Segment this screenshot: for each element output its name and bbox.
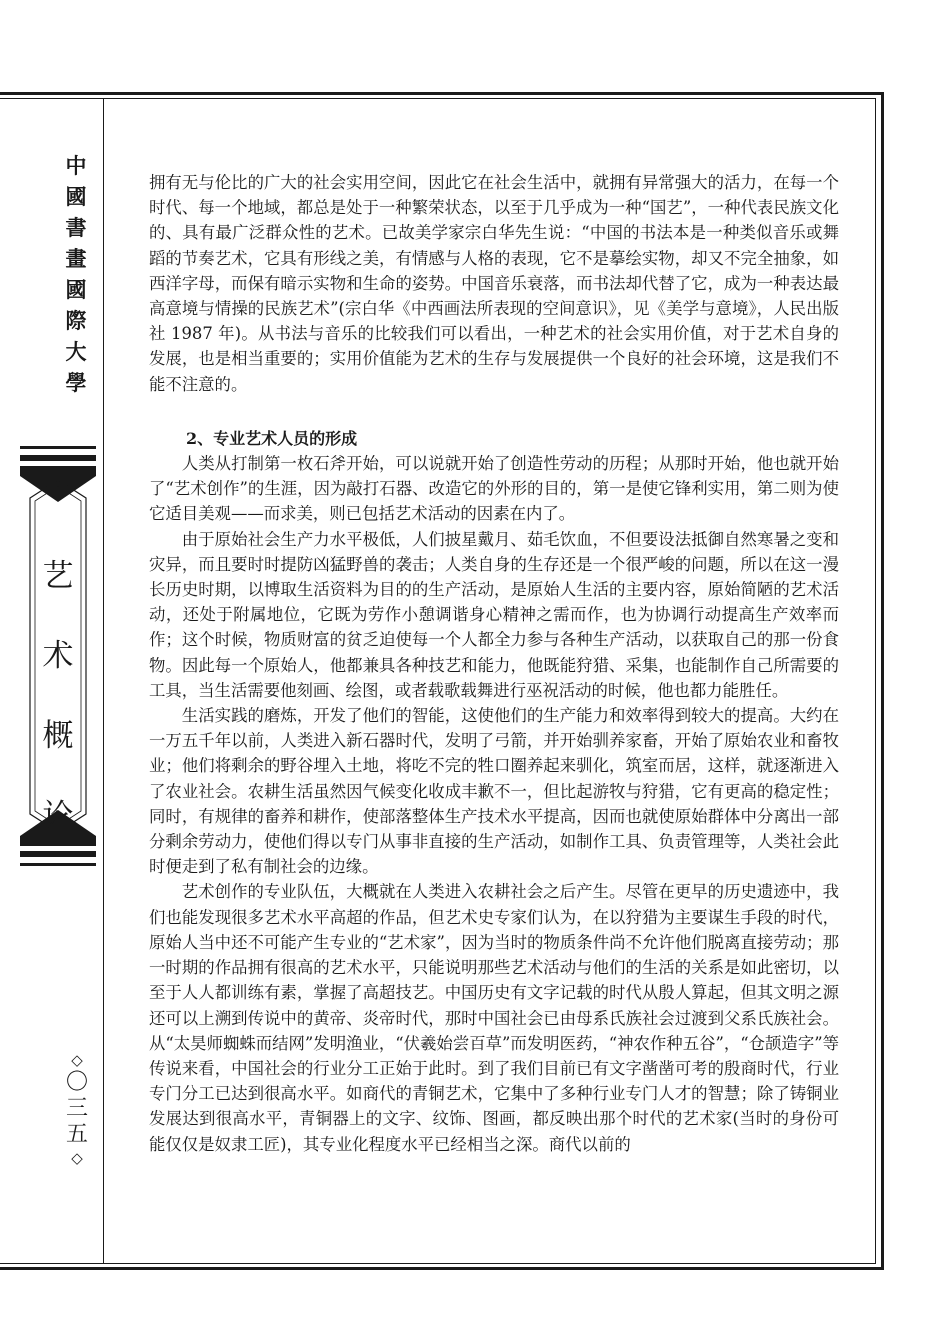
book-title-char: 术 bbox=[42, 638, 74, 674]
paragraph: 艺术创作的专业队伍，大概就在人类进入农耕社会之后产生。尽管在更早的历史遗迹中，我们也能发现很多艺术水平高超的作品，但艺术史专家们认为，在以狩猎为主要谋生手段的时代，原始人当中还不可能产生专业的“艺术家”，因为当时的物质条件尚不允许他们脱离直接劳动；那一时期的作品拥有很高的艺术水平，只能说明那些艺术活动与他们的生活的关系是如此密切，以至于人人都训练有素，掌握了高超技艺。中国历史有文字记载的时代从殷人算起，但其文明之源还可以上溯到传说中的黄帝、炎帝时代，那时中国社会已由母系氏族社会过渡到父系氏族社会。从“太昊师蜘蛛而结网”发明渔业，“伏羲始尝百草”而发明医药，“神农作种五谷”，“仓颉造字”等传说来看，中国社会的行业分工正始于此时。到了我们目前已有文字凿凿可考的殷商时代，行业专门分工已达到很高水平。如商代的青铜艺术，它集中了多种行业专门人才的智慧；除了铸铜业发展达到很高水平，青铜器上的文字、纹饰、图画，都反映出那个时代的艺术家(当时的身份可能仅仅是奴隶工匠)，其专业化程度水平已经相当之深。商代以前的 bbox=[149, 882, 839, 1154]
page-number-char: 〇 bbox=[65, 1070, 88, 1095]
university-char: 國 bbox=[65, 184, 87, 209]
university-char: 際 bbox=[65, 308, 87, 333]
page-number-char: 三 bbox=[65, 1096, 88, 1121]
diamond-icon: ◇ bbox=[71, 1149, 83, 1167]
university-char: 大 bbox=[65, 339, 87, 364]
paragraph: 生活实践的磨炼，开发了他们的智能，这使他们的生产能力和效率得到较大的提高。大约在一万五千年以前，人类进入新石器时代，发明了弓箭，并开始驯养家畜，开始了原始农业和畜牧业；他们将剩余的野谷埋入土地，将吃不完的牲口圈养起来驯化，筑室而居，这样，就逐渐进入了农业社会。农耕生活虽然因气候变化收成丰歉不一，但比起游牧与狩猎，它有更高的稳定性；同时，有规律的畜养和耕作，使部落整体生产技术水平提高，因而也就使原始群体中分离出一部分剩余劳动力，使他们得以专门从事非直接的生产活动，如制作工具、负责管理等，人类社会此时便走到了私有制社会的边缘。 bbox=[149, 706, 839, 877]
section-heading: 2、专业艺术人员的形成 bbox=[186, 428, 358, 448]
diamond-icon: ◇ bbox=[71, 1051, 83, 1069]
university-char: 學 bbox=[65, 370, 87, 395]
paragraph: 由于原始社会生产力水平极低，人们披星戴月、茹毛饮血，不但要设法抵御自然寒暑之变和灾异，而且要时时提防凶猛野兽的袭击；人类自身的生存还是一个很严峻的问题，所以在这一漫长历史时期，以博取生活资料为目的的生产活动，是原始人生活的主要内容，原始简陋的艺术活动，还处于附属地位，它既为劳作小憩调谐身心精神之需而作，也为协调行动提高生产效率而作；这个时候，物质财富的贫乏迫使每一个人都全力参与各种生产活动，以获取自己的那一份食物。因此每一个原始人，他都兼具各种技艺和能力，他既能狩猎、采集，也能制作自己所需要的工具，当生活需要他刻画、绘图，或者载歌载舞进行巫祝活动的时候，他也都力能胜任。 bbox=[149, 529, 839, 700]
main-text bbox=[149, 170, 839, 1157]
page-number bbox=[62, 1050, 92, 1168]
book-title-char: 艺 bbox=[42, 558, 74, 594]
paragraph-continued: 拥有无与伦比的广大的社会实用空间，因此它在社会生活中，就拥有异常强大的活力，在每一个时代、每一个地域，都总是处于一种繁荣状态，以至于几乎成为一种“国艺”，一种代表民族文化的、具有最广泛群众性的艺术。已故美学家宗白华先生说：“中国的书法本是一种类似音乐或舞蹈的节奏艺术，它具有形线之美，有情感与人格的表现，它不是摹绘实物，却又不完全抽象，如西洋字母，而保有暗示实物和生命的姿势。中国音乐衰落，而书法却代替了它，成为一种表达最高意境与情操的民族艺术”(宗白华《中西画法所表现的空间意识》，见《美学与意境》，人民出版社 1987 年)。从书法与音乐的比较我们可以看出，一种艺术的社会实用价值，对于艺术自身的发展，也是相当重要的；实用价值能为艺术的生存与发展提供一个良好的社会环境，这是我们不能不注意的。 bbox=[149, 173, 839, 394]
book-title bbox=[40, 536, 76, 856]
book-title-char: 概 bbox=[42, 718, 74, 754]
page-number-char: 五 bbox=[65, 1122, 88, 1147]
university-char: 畫 bbox=[65, 246, 87, 271]
university-char: 書 bbox=[65, 215, 87, 240]
book-title-char: 论 bbox=[42, 798, 74, 834]
university-char: 中 bbox=[65, 153, 87, 178]
sidebar-divider bbox=[103, 98, 104, 1264]
university-name bbox=[60, 150, 92, 398]
paragraph: 人类从打制第一枚石斧开始，可以说就开始了创造性劳动的历程；从那时开始，他也就开始了“艺术创作”的生涯，因为敲打石器、改造它的外形的目的，第一是使它锋利实用，第二则为使它适目美观——而求美，则已包括艺术活动的因素在内了。 bbox=[149, 454, 839, 524]
university-char: 國 bbox=[65, 277, 87, 302]
